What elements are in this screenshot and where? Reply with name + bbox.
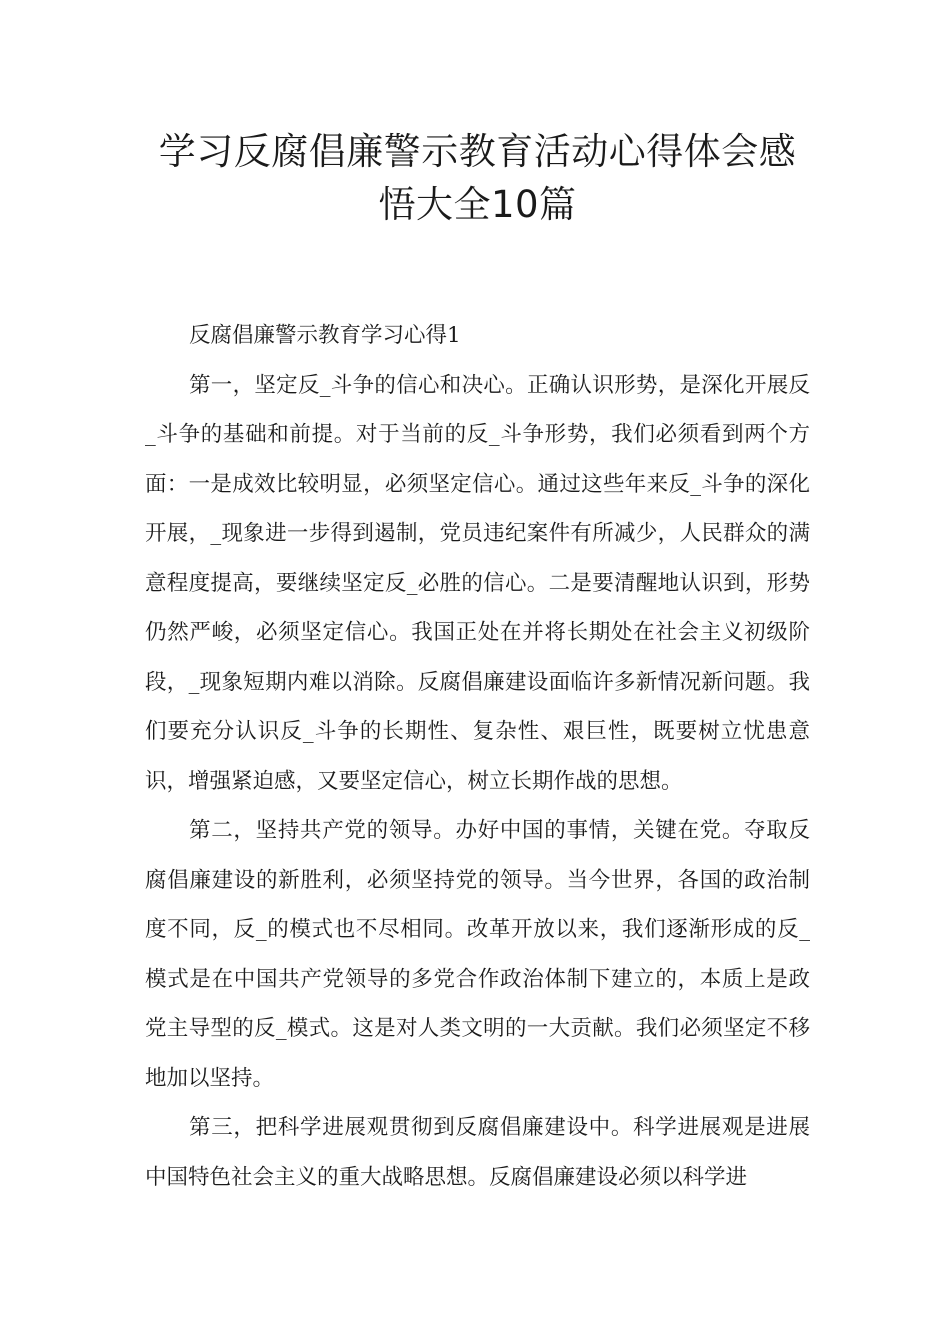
paragraph-1: 第一，坚定反_斗争的信心和决心。正确认识形势，是深化开展反_斗争的基础和前提。对于当前的反_斗争形势，我们必须看到两个方面：一是成效比较明显，必须坚定信心。通过这些年来反_斗争的深化开展，_现象进一步得到遏制，党员违纪案件有所减少，人民群众的满意程度提高，要继续坚定反_必胜的信心。二是要清醒地认识到，形势仍然严峻，必须坚定信心。我国正处在并将长期处在社会主义初级阶段，_现象短期内难以消除。反腐倡廉建设面临许多新情况新问题。我们要充分认识反_斗争的长期性、复杂性、艰巨性，既要树立忧患意识，增强紧迫感，又要坚定信心，树立长期作战的思想。 xyxy=(145,372,810,794)
paragraph-3: 第三，把科学进展观贯彻到反腐倡廉建设中。科学进展观是进展中国特色社会主义的重大战略思想。反腐倡廉建设必须以科学进 xyxy=(145,1115,810,1190)
paragraph-2: 第二，坚持共产党的领导。办好中国的事情，关键在党。夺取反腐倡廉建设的新胜利，必须坚持党的领导。当今世界，各国的政治制度不同，反_的模式也不尽相同。改革开放以来，我们逐渐形成的反_模式是在中国共产党领导的多党合作政治体制下建立的，本质上是政党主导型的反_模式。这是对人类文明的一大贡献。我们必须坚定不移地加以坚持。 xyxy=(145,818,810,1091)
document-title-line-2: 悟大全10篇 xyxy=(378,183,577,226)
document-title-line-1: 学习反腐倡廉警示教育活动心得体会感 xyxy=(158,130,797,173)
section-heading: 反腐倡廉警示教育学习心得1 xyxy=(189,323,461,348)
document-title xyxy=(145,125,810,231)
